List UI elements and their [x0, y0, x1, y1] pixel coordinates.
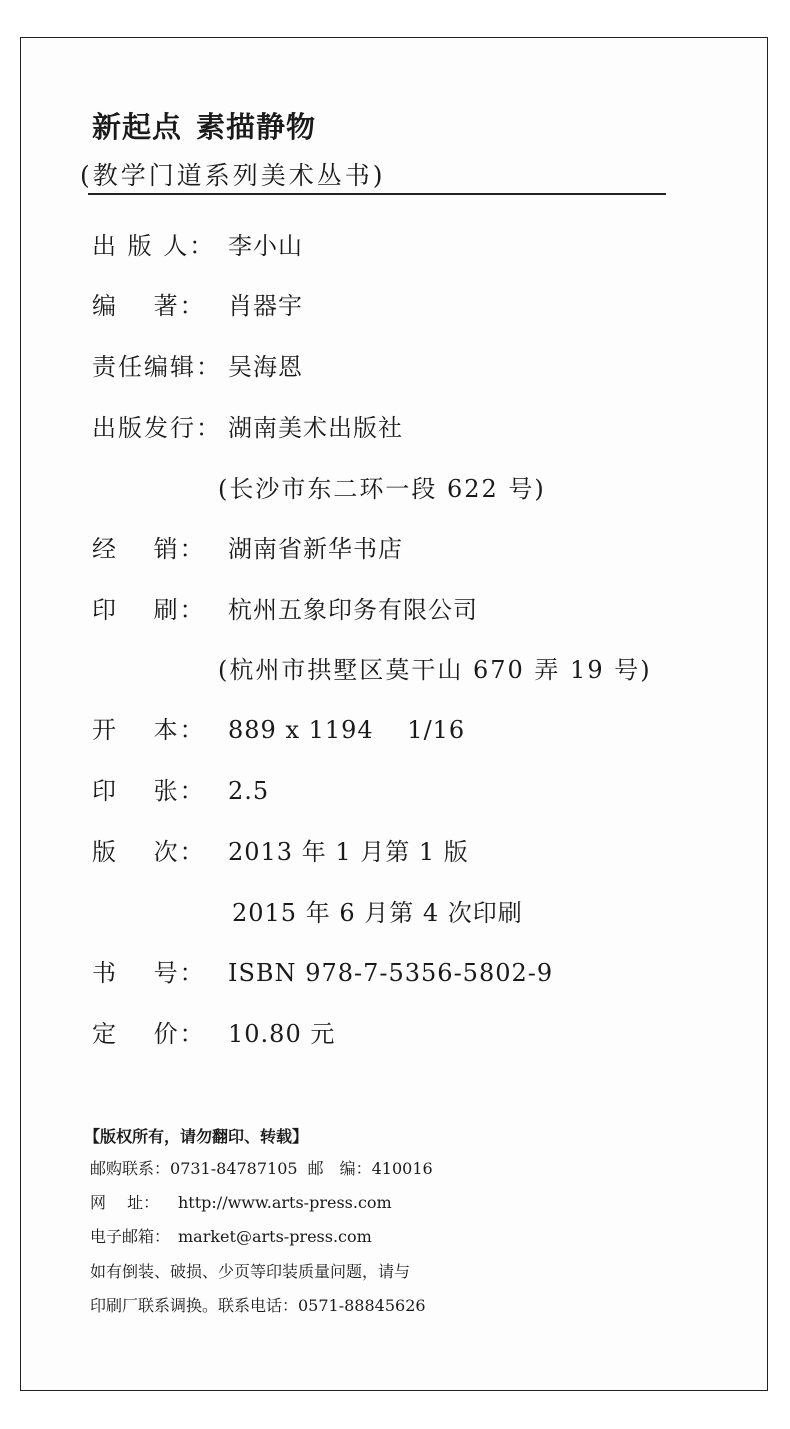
- mail-order-row: [90, 1158, 433, 1180]
- price-label: 定 价：: [92, 1020, 206, 1048]
- format-row: [92, 712, 465, 748]
- postcode-value: 410016: [371, 1159, 433, 1178]
- mail-order-value: 0731-84787105: [170, 1159, 298, 1178]
- publisher-address: (长沙市东二环一段 622 号): [218, 475, 546, 503]
- distributor-row: [92, 531, 403, 567]
- author-value: 肖器宇: [228, 292, 303, 320]
- format-label: 开 本：: [92, 716, 206, 744]
- publisher-person-value: 李小山: [228, 232, 303, 260]
- mail-order-label: 邮购联系：: [90, 1159, 171, 1178]
- series-name: (教学门道系列美术丛书): [80, 161, 386, 190]
- author-row: [92, 288, 303, 324]
- publisher-person-label: 出 版 人：: [92, 232, 216, 260]
- title-divider: [88, 193, 666, 195]
- printer-row: [92, 592, 478, 628]
- edition-row: [92, 834, 469, 870]
- book-title: [92, 105, 316, 146]
- isbn-row: [92, 955, 553, 991]
- publisher-person-row: [92, 228, 303, 264]
- quality-notice-line-1: 如有倒装、破损、少页等印装质量问题，请与: [90, 1262, 411, 1281]
- edition-value: 2013 年 1 月第 1 版: [228, 838, 469, 866]
- publisher-row: [92, 410, 403, 446]
- postcode-label: 邮 编：: [307, 1159, 372, 1178]
- price-value: 10.80 元: [228, 1020, 336, 1048]
- copyright-notice: 【版权所有，请勿翻印、转载】: [84, 1127, 309, 1146]
- publisher-value: 湖南美术出版社: [228, 414, 403, 442]
- email-link[interactable]: market@arts-press.com: [178, 1227, 372, 1246]
- editor-value: 吴海恩: [228, 353, 303, 381]
- sheets-value: 2.5: [228, 777, 270, 805]
- title-part-1: 新起点: [92, 110, 183, 144]
- email-row: [90, 1226, 372, 1248]
- sheets-label: 印 张：: [92, 777, 206, 805]
- publisher-label: 出版发行：: [92, 414, 222, 442]
- editor-row: [92, 349, 303, 385]
- website-link[interactable]: http://www.arts-press.com: [178, 1193, 392, 1212]
- reprint-info: 2015 年 6 月第 4 次印刷: [232, 899, 523, 927]
- printer-label: 印 刷：: [92, 596, 206, 624]
- printer-address: (杭州市拱墅区莫干山 670 弄 19 号): [218, 656, 652, 684]
- sheets-row: [92, 773, 269, 809]
- edition-label: 版 次：: [92, 838, 206, 866]
- quality-notice-line-2: 印刷厂联系调换。联系电话：0571-88845626: [90, 1296, 426, 1315]
- website-row: [90, 1192, 392, 1214]
- format-value: 889 x 1194 1/16: [228, 716, 466, 744]
- website-label: 网 址：: [90, 1193, 160, 1212]
- distributor-label: 经 销：: [92, 535, 206, 563]
- title-part-2: 素描静物: [196, 110, 317, 144]
- printer-value: 杭州五象印务有限公司: [228, 596, 478, 624]
- isbn-value: ISBN 978-7-5356-5802-9: [228, 959, 554, 987]
- editor-label: 责任编辑：: [92, 353, 222, 381]
- isbn-label: 书 号：: [92, 959, 206, 987]
- author-label: 编 著：: [92, 292, 206, 320]
- price-row: [92, 1016, 335, 1052]
- distributor-value: 湖南省新华书店: [228, 535, 403, 563]
- email-label: 电子邮箱：: [90, 1227, 171, 1246]
